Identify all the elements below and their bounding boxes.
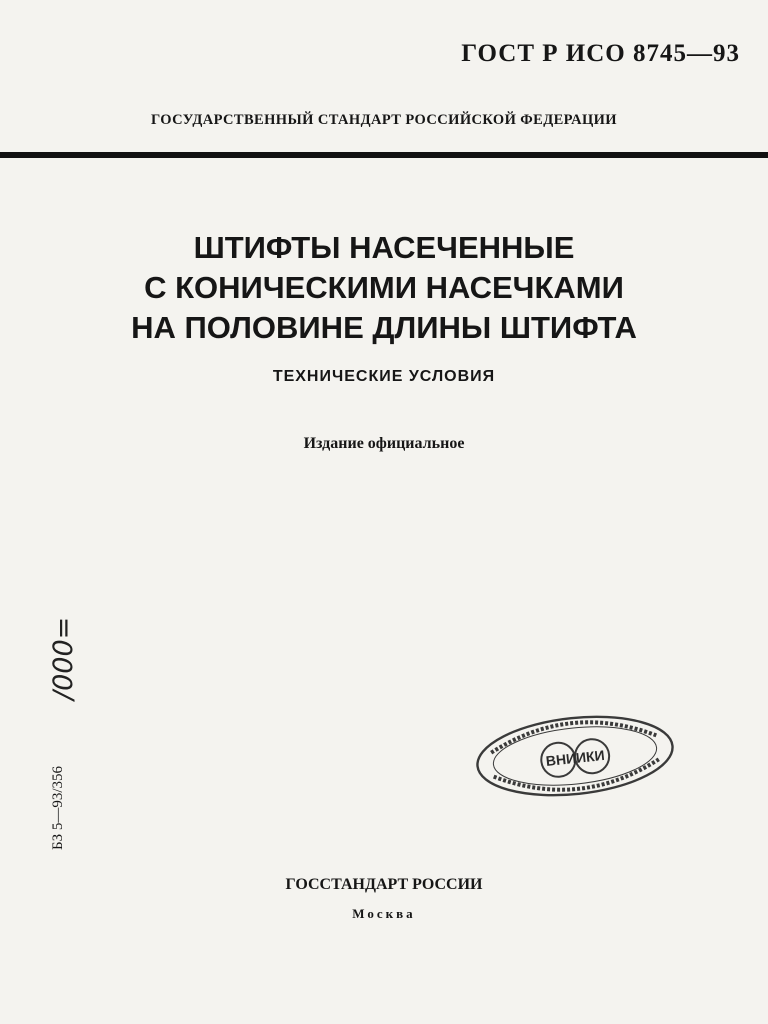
publication-city: Москва [352,906,416,921]
title-line-1: ШТИФТЫ НАСЕЧЕННЫЕ [193,230,575,265]
library-stamp-icon [470,706,680,806]
catalog-code: БЗ 5—93/356 [50,765,66,850]
document-title [0,228,768,348]
title-line-3: НА ПОЛОВИНЕ ДЛИНЫ ШТИФТА [131,310,637,345]
edition-label: Издание официальное [303,435,465,452]
header-divider [0,152,768,158]
title-line-2: С КОНИЧЕСКИМИ НАСЕЧКАМИ [144,270,624,305]
document-subtitle: ТЕХНИЧЕСКИЕ УСЛОВИЯ [272,368,496,385]
issuing-agency: ГОСУДАРСТВЕННЫЙ СТАНДАРТ РОССИЙСКОЙ ФЕДЕРАЦИИ [150,112,617,128]
stamp-center-text: ВНИИКИ [545,746,606,770]
publisher: ГОССТАНДАРТ РОССИИ [285,876,483,893]
handwritten-number: /000= [48,616,79,700]
standard-code: ГОСТ Р ИСО 8745—93 [461,40,740,67]
